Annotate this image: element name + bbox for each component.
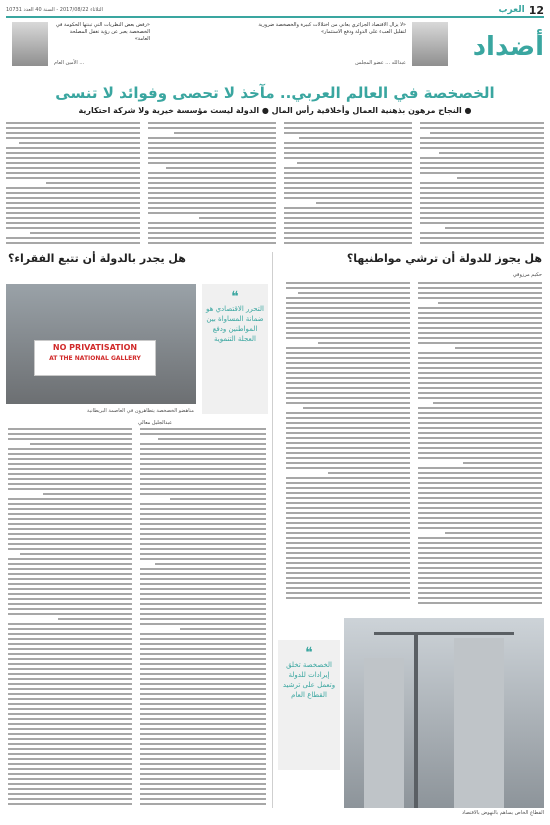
intro-column (6, 122, 140, 248)
banner-subtext: AT THE NATIONAL GALLERY (49, 355, 141, 362)
writer-name: ... الأمين العام (54, 60, 85, 66)
pull-quote (202, 284, 268, 414)
pull-quote-text: التحرر الاقتصادي هو ضمانة المساواة بين المواطنين ودفع العجلة التنموية (206, 305, 264, 343)
crane-arm-shape (374, 632, 514, 635)
construction-photo-caption: القطاع الخاص يساهم بالنهوض بالاقتصاد (461, 810, 544, 816)
page-header (6, 4, 544, 18)
writer-photo (12, 22, 48, 66)
section-title: أضداد (472, 32, 544, 62)
protest-photo (6, 284, 196, 404)
pull-quote-text: الخصخصة تخلق إيرادات للدولة وتعمل على ترشيد القطاع العام (282, 661, 336, 699)
quote-icon: ❝ (305, 645, 313, 661)
sub-headline: ● النجاح مرهون بذهنية العمال وأخلاقية رأس المال ● الدولة ليست مؤسسة خيرية ولا شركة احتكارية (78, 106, 472, 115)
quote-icon: ❝ (231, 289, 239, 305)
article-column (286, 282, 410, 612)
pull-quote (278, 640, 340, 770)
writer-name: عبدالله ... عضو المجلس (355, 60, 406, 66)
paper-name: العرب (498, 5, 525, 15)
construction-photo (344, 618, 544, 808)
protest-photo-caption: مناهضو الخصخصة يتظاهرون في العاصمة البريطانية (87, 408, 194, 414)
issue-date: الثلاثاء 2017/08/22 - السنة 40 العدد 10731 (6, 7, 103, 13)
writer-photo (412, 22, 448, 66)
writer-quote: «لا يزال الاقتصاد الجزائري يعاني من اختلالات كبيرة والخصخصة ضرورية لتقليل العبء على الدولة ودفع الاستثمار» (258, 22, 406, 35)
right-byline: حكيم مرزوقي (512, 272, 542, 278)
intro-column (148, 122, 276, 248)
intro-column (284, 122, 412, 248)
article-column (8, 428, 132, 808)
main-headline: الخصخصة في العالم العربي.. مآخذ لا تحصى وفوائد لا تنسى (55, 84, 495, 102)
article-column (418, 282, 542, 612)
right-section-heading: هل يجوز للدولة أن ترشي مواطنيها؟ (346, 252, 542, 265)
crane-shape (414, 632, 418, 808)
writer-quote: «رفض بعض النظريات التي تبنتها الحكومة في الخصخصة يعبر عن رؤية تغفل المصلحة العامة» (55, 22, 150, 42)
article-column (140, 428, 266, 808)
intro-column (420, 122, 544, 248)
building-shape (364, 658, 404, 808)
page-number: 12 (528, 3, 544, 17)
header-masthead (499, 4, 545, 17)
banner-text: NO PRIVATISATION (52, 343, 138, 352)
protest-banner (34, 340, 156, 376)
opinions-strip (6, 20, 544, 82)
left-byline: عبدالجليل معالي (138, 420, 173, 426)
building-shape (454, 638, 504, 808)
left-section-heading: هل يجدر بالدولة أن تتبع الفقراء؟ (8, 252, 186, 265)
column-divider (272, 252, 273, 808)
